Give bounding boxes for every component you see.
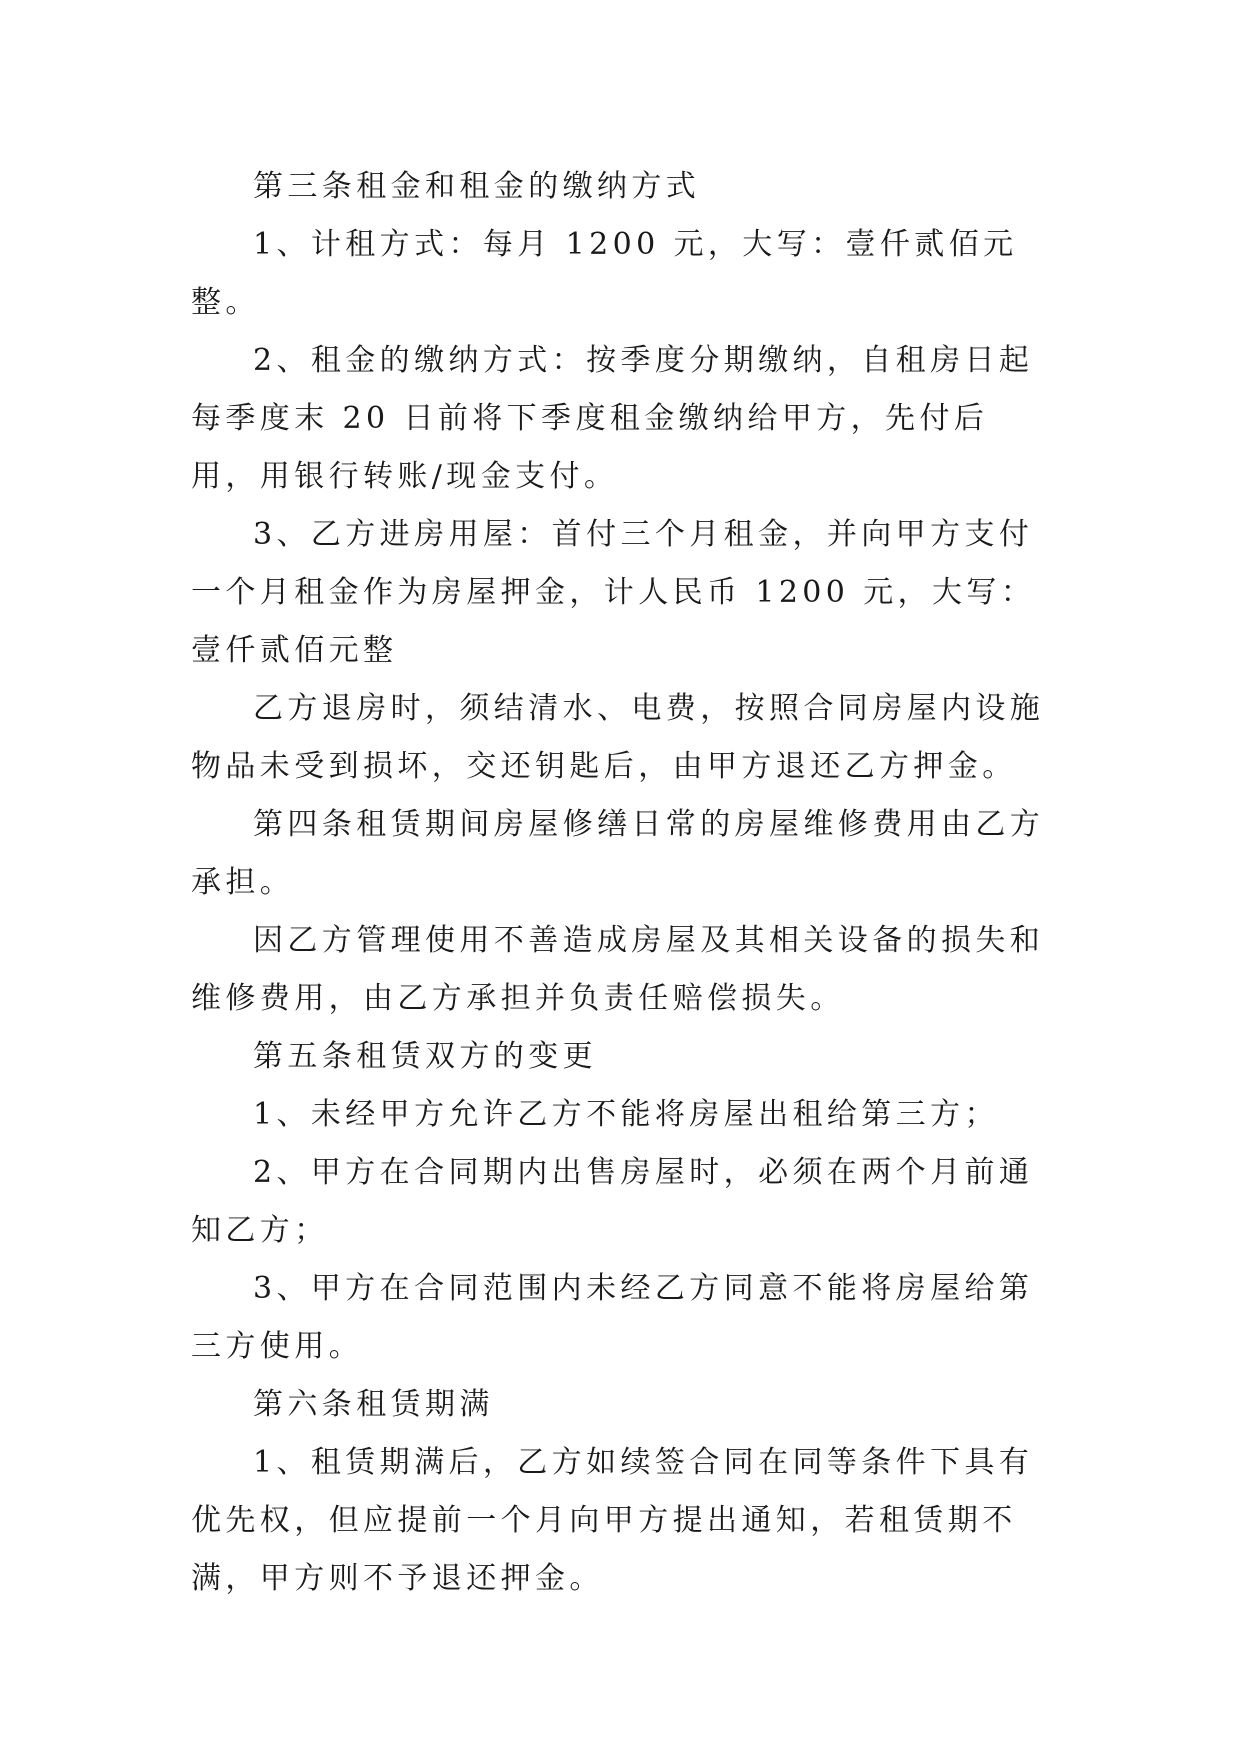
clause-4-heading: 第四条租赁期间房屋修缮日常的房屋维修费用由乙方承担。 [191,807,1045,900]
document-body [191,158,1051,1608]
clause-6-item-1: 1、租赁期满后，乙方如续签合同在同等条件下具有优先权，但应提前一个月向甲方提出通知，若租赁期不满，甲方则不予退还押金。 [191,1445,1034,1596]
clause-5-item-3: 3、甲方在合同范围内未经乙方同意不能将房屋给第三方使用。 [191,1271,1034,1364]
clause-5-item-1: 1、未经甲方允许乙方不能将房屋出租给第三方； [253,1097,999,1132]
clause-5-item-2: 2、甲方在合同期内出售房屋时，必须在两个月前通知乙方； [191,1155,1034,1248]
clause-4-damage: 因乙方管理使用不善造成房屋及其相关设备的损失和维修费用，由乙方承担并负责任赔偿损失。 [191,923,1045,1016]
clause-3-item-2: 2、租金的缴纳方式：按季度分期缴纳，自租房日起每季度末 20 日前将下季度租金缴纳给甲方，先付后用，用银行转账/现金支付。 [191,343,1034,494]
clause-5-heading: 第五条租赁双方的变更 [253,1039,597,1074]
clause-3-item-1: 1、计租方式：每月 1200 元，大写：壹仟贰佰元整。 [191,227,1018,320]
clause-6-heading: 第六条租赁期满 [253,1387,494,1422]
clause-3-heading: 第三条租金和租金的缴纳方式 [253,169,701,204]
clause-3-item-3: 3、乙方进房用屋：首付三个月租金，并向甲方支付一个月租金作为房屋押金，计人民币 1200 元，大写：壹仟贰佰元整 [191,517,1036,668]
clause-3-deposit-return: 乙方退房时，须结清水、电费，按照合同房屋内设施物品未受到损坏，交还钥匙后，由甲方退还乙方押金。 [191,691,1045,784]
